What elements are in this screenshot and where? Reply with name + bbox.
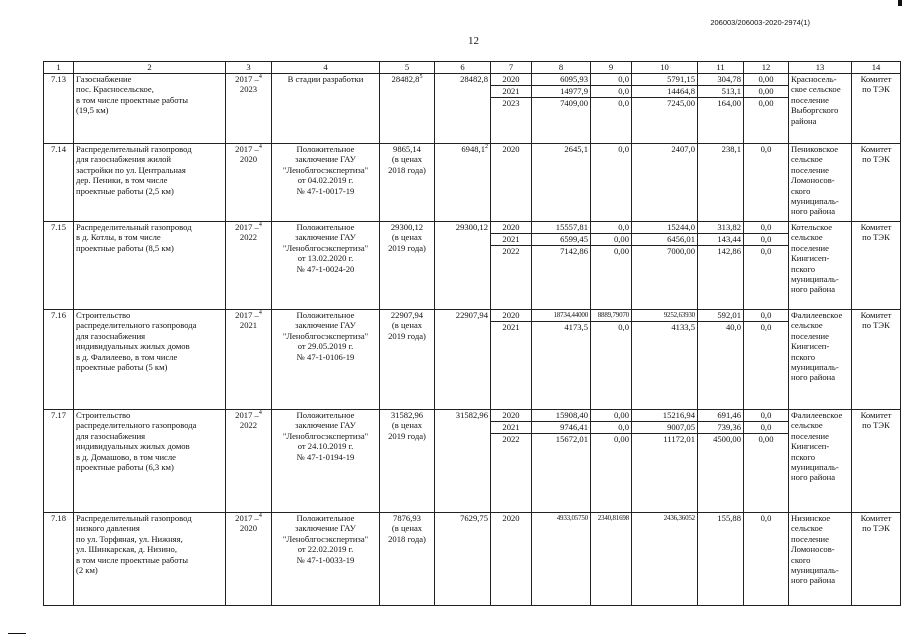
local-funds: 40,0 (698, 322, 744, 410)
construction-period: 2017 –$^4$ 2020 (226, 144, 272, 222)
row-number: 7.14 (44, 144, 74, 222)
regional-funds: 15244,0 (632, 222, 698, 234)
year: 2021 (491, 86, 532, 98)
estimated-cost: 22907,94 (в ценах 2019 года) (380, 310, 435, 410)
row-number: 7.13 (44, 74, 74, 144)
year: 2020 (491, 513, 532, 606)
regional-funds: 7245,00 (632, 98, 698, 144)
other-funds: 0,0 (744, 222, 789, 234)
remaining-cost: 29300,12 (435, 222, 491, 310)
other-funds: 0,0 (744, 144, 789, 222)
federal-funds: 0,00 (591, 234, 632, 246)
responsible-body: Комитет по ТЭК (852, 144, 901, 222)
year-total: 6095,93 (532, 74, 591, 86)
column-number: 8 (532, 62, 591, 74)
responsible-body: Комитет по ТЭК (852, 222, 901, 310)
other-funds: 0,0 (744, 246, 789, 310)
other-funds: 0,0 (744, 234, 789, 246)
federal-funds: 0,0 (591, 322, 632, 410)
table-row (44, 513, 901, 606)
responsible-body: Комитет по ТЭК (852, 410, 901, 513)
federal-funds: 0,0 (591, 222, 632, 234)
year-total: 4173,5 (532, 322, 591, 410)
estimated-cost: 28482,8$^5$ (380, 74, 435, 144)
year-total: 6599,45 (532, 234, 591, 246)
column-number: 2 (74, 62, 226, 74)
footnote-mark: 4 (258, 410, 262, 417)
year: 2022 (491, 246, 532, 310)
local-funds: 238,1 (698, 144, 744, 222)
column-number: 9 (591, 62, 632, 74)
object-name: Распределительный газопровод низкого давления по ул. Торфяная, ул. Нижняя, ул. Шинкарская, д. Низино, в том числе проектные работы (2 км) (74, 513, 226, 606)
responsible-body: Комитет по ТЭК (852, 513, 901, 606)
federal-funds: 0,00 (591, 434, 632, 513)
construction-period: 2017 –$^4$ 2021 (226, 310, 272, 410)
federal-funds: 0,00 (591, 246, 632, 310)
document-id: 206003/206003-2020-2974(1) (710, 18, 810, 27)
remaining-cost: 6948,1$^2$ (435, 144, 491, 222)
settlement: Фалилеевское сельское поселение Кингисеп- пского муниципаль- ного района (789, 410, 852, 513)
local-funds: 313,82 (698, 222, 744, 234)
other-funds: 0,00 (744, 74, 789, 86)
remaining-cost: 31582,96 (435, 410, 491, 513)
federal-funds: 0,0 (591, 86, 632, 98)
estimated-cost: 7876,93 (в ценах 2018 года) (380, 513, 435, 606)
federal-funds: 2340,81698 (591, 513, 632, 606)
expertise-conclusion: Положительное заключение ГАУ "Леноблгосэкспертиза" от 24.10.2019 г. № 47-1-0194-19 (272, 410, 380, 513)
row-number: 7.18 (44, 513, 74, 606)
other-funds: 0,0 (744, 310, 789, 322)
column-number: 11 (698, 62, 744, 74)
local-funds: 513,1 (698, 86, 744, 98)
year: 2023 (491, 98, 532, 144)
local-funds: 155,88 (698, 513, 744, 606)
footnote-mark: 2 (485, 144, 488, 151)
year-total: 15672,01 (532, 434, 591, 513)
table-row (44, 310, 901, 322)
column-number: 4 (272, 62, 380, 74)
object-name: Распределительный газопровод для газоснабжения жилой застройки по ул. Центральная дер. Пеники, в том числе проектные работы (2,5 км) (74, 144, 226, 222)
remaining-cost: 28482,8 (435, 74, 491, 144)
column-number: 3 (226, 62, 272, 74)
expertise-conclusion: Положительное заключение ГАУ "Леноблгосэкспертиза" от 04.02.2019 г. № 47-1-0017-19 (272, 144, 380, 222)
footnote-mark: 4 (258, 144, 262, 151)
year-total: 2645,1 (532, 144, 591, 222)
settlement: Котельское сельское поселение Кингисеп- пского муниципаль- ного района (789, 222, 852, 310)
regional-funds: 4133,5 (632, 322, 698, 410)
settlement: Низинское сельское поселение Ломоносов- ского муниципаль- ного района (789, 513, 852, 606)
column-number: 1 (44, 62, 74, 74)
estimated-cost: 29300,12 (в ценах 2019 года) (380, 222, 435, 310)
year: 2022 (491, 434, 532, 513)
local-funds: 691,46 (698, 410, 744, 422)
footnote-mark: 4 (258, 310, 262, 317)
year: 2020 (491, 222, 532, 234)
responsible-body: Комитет по ТЭК (852, 74, 901, 144)
regional-funds: 9007,05 (632, 422, 698, 434)
year: 2020 (491, 410, 532, 422)
regional-funds: 6456,01 (632, 234, 698, 246)
year: 2020 (491, 74, 532, 86)
table-body (44, 74, 901, 606)
column-number: 5 (380, 62, 435, 74)
expertise-conclusion: Положительное заключение ГАУ "Леноблгосэкспертиза" от 22.02.2019 г. № 47-1-0033-19 (272, 513, 380, 606)
row-number: 7.16 (44, 310, 74, 410)
year-total: 18734,44000 (532, 310, 591, 322)
year-total: 4933,05750 (532, 513, 591, 606)
table-row (44, 74, 901, 86)
column-number-row (44, 62, 901, 74)
other-funds: 0,0 (744, 322, 789, 410)
local-funds: 4500,00 (698, 434, 744, 513)
column-number: 14 (852, 62, 901, 74)
object-name: Распределительный газопровод в д. Котлы, в том числе проектные работы (8,5 км) (74, 222, 226, 310)
year: 2021 (491, 322, 532, 410)
year-total: 15908,40 (532, 410, 591, 422)
year-total: 7142,86 (532, 246, 591, 310)
expertise-conclusion: Положительное заключение ГАУ "Леноблгосэкспертиза" от 29.05.2019 г. № 47-1-0106-19 (272, 310, 380, 410)
local-funds: 592,01 (698, 310, 744, 322)
responsible-body: Комитет по ТЭК (852, 310, 901, 410)
year-total: 9746,41 (532, 422, 591, 434)
table-row (44, 410, 901, 422)
year-total: 14977,9 (532, 86, 591, 98)
row-number: 7.15 (44, 222, 74, 310)
federal-funds: 8889,79070 (591, 310, 632, 322)
federal-funds: 0,00 (591, 410, 632, 422)
year-total: 15557,81 (532, 222, 591, 234)
settlement: Красносель- ское сельское поселение Выборгского района (789, 74, 852, 144)
column-number: 13 (789, 62, 852, 74)
regional-funds: 5791,15 (632, 74, 698, 86)
federal-funds: 0,0 (591, 144, 632, 222)
object-name: Строительство распределительного газопровода для газоснабжения индивидуальных жилых домов в д. Фалилеево, в том числе проектные работы (5 км) (74, 310, 226, 410)
regional-funds: 9252,63930 (632, 310, 698, 322)
footnote-mark: 5 (419, 74, 423, 81)
row-number: 7.17 (44, 410, 74, 513)
other-funds: 0,0 (744, 422, 789, 434)
footnote-mark: 4 (258, 513, 262, 520)
local-funds: 142,86 (698, 246, 744, 310)
regional-funds: 2436,36052 (632, 513, 698, 606)
table-row (44, 222, 901, 234)
settlement: Пениковское сельское поселение Ломоносов- ского муниципаль- ного района (789, 144, 852, 222)
settlement: Фалилеевское сельское поселение Кингисеп- пского муниципаль- ного района (789, 310, 852, 410)
regional-funds: 2407,0 (632, 144, 698, 222)
other-funds: 0,0 (744, 513, 789, 606)
year: 2021 (491, 234, 532, 246)
construction-period: 2017 –$^4$ 2022 (226, 410, 272, 513)
regional-funds: 11172,01 (632, 434, 698, 513)
column-number: 6 (435, 62, 491, 74)
footnote-mark: 4 (258, 222, 262, 229)
expertise-conclusion: Положительное заключение ГАУ "Леноблгосэкспертиза" от 13.02.2020 г. № 47-1-0024-20 (272, 222, 380, 310)
page-number: 12 (468, 35, 479, 47)
year-total: 7409,00 (532, 98, 591, 144)
remaining-cost: 7629,75 (435, 513, 491, 606)
program-table (43, 61, 901, 606)
column-number: 12 (744, 62, 789, 74)
federal-funds: 0,0 (591, 74, 632, 86)
year: 2020 (491, 310, 532, 322)
local-funds: 164,00 (698, 98, 744, 144)
local-funds: 143,44 (698, 234, 744, 246)
object-name: Строительство распределительного газопровода для газоснабжения индивидуальных жилых домов в д. Домашово, в том числе проектные работы (6,3 км) (74, 410, 226, 513)
regional-funds: 7000,00 (632, 246, 698, 310)
other-funds: 0,0 (744, 410, 789, 422)
scan-mark (8, 633, 26, 634)
column-number: 7 (491, 62, 532, 74)
other-funds: 0,00 (744, 86, 789, 98)
regional-funds: 14464,8 (632, 86, 698, 98)
footnote-mark: 4 (258, 74, 262, 81)
expertise-conclusion: В стадии разработки (272, 74, 380, 144)
year: 2020 (491, 144, 532, 222)
corner-mark (898, 0, 902, 6)
year: 2021 (491, 422, 532, 434)
construction-period: 2017 –$^4$ 2020 (226, 513, 272, 606)
federal-funds: 0,0 (591, 422, 632, 434)
estimated-cost: 9865,14 (в ценах 2018 года) (380, 144, 435, 222)
regional-funds: 15216,94 (632, 410, 698, 422)
column-number: 10 (632, 62, 698, 74)
construction-period: 2017 –$^4$ 2022 (226, 222, 272, 310)
federal-funds: 0,0 (591, 98, 632, 144)
construction-period: 2017 –$^4$ 2023 (226, 74, 272, 144)
local-funds: 304,78 (698, 74, 744, 86)
table-row (44, 144, 901, 222)
estimated-cost: 31582,96 (в ценах 2019 года) (380, 410, 435, 513)
object-name: Газоснабжение пос. Красносельское, в том числе проектные работы (19,5 км) (74, 74, 226, 144)
other-funds: 0,00 (744, 434, 789, 513)
local-funds: 739,36 (698, 422, 744, 434)
remaining-cost: 22907,94 (435, 310, 491, 410)
other-funds: 0,00 (744, 98, 789, 144)
